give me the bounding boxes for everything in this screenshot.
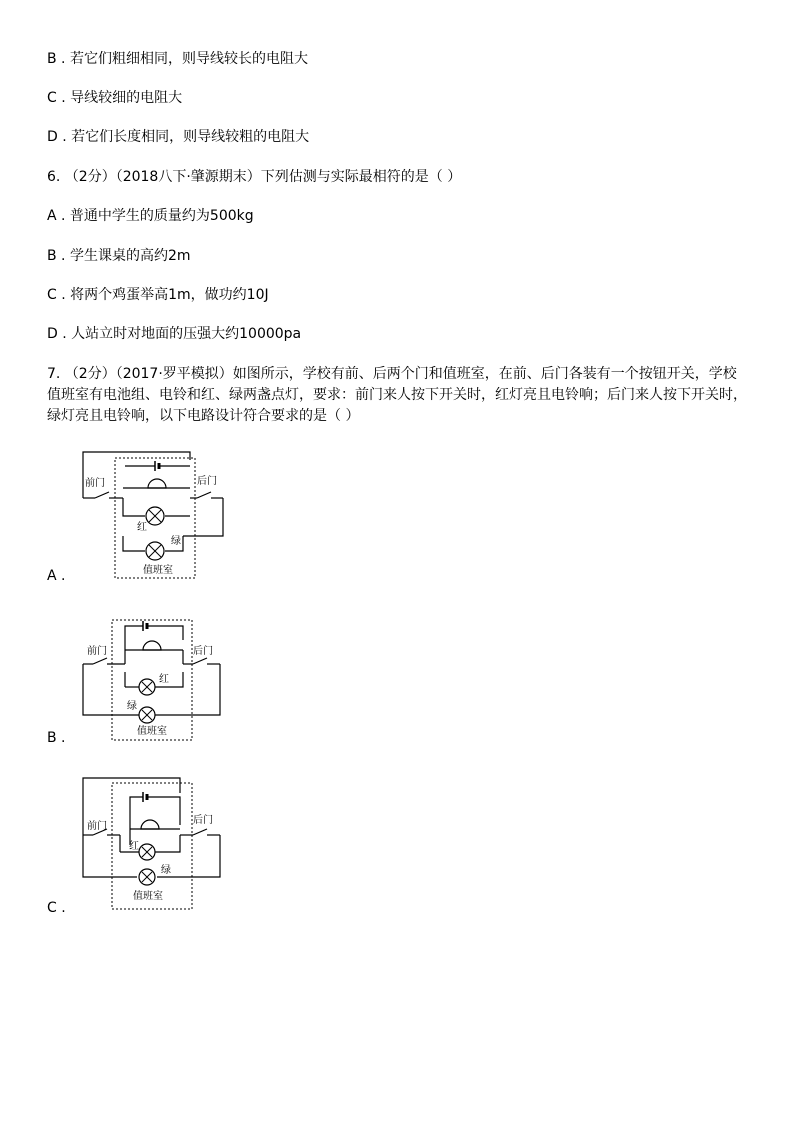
label-front-door-b: 前门 — [87, 646, 107, 657]
q6-option-a[interactable]: A . 普通中学生的质量约为500kg — [47, 208, 254, 224]
label-duty-room-a: 值班室 — [143, 565, 173, 576]
q5-option-c[interactable]: C . 导线较细的电阻大 — [47, 90, 183, 106]
circuit-diagram-c — [75, 775, 235, 915]
label-back-door-a: 后门 — [197, 476, 217, 487]
label-green-c: 绿 — [161, 865, 171, 876]
q6-option-d[interactable]: D . 人站立时对地面的压强大约10000pa — [47, 326, 302, 342]
circuit-diagram-b — [75, 612, 235, 747]
label-back-door-b: 后门 — [193, 646, 213, 657]
label-back-door-c: 后门 — [193, 815, 213, 826]
q5-option-b[interactable]: B . 若它们粗细相同，则导线较长的电阻大 — [47, 51, 308, 67]
q7-option-c[interactable]: C . — [47, 900, 66, 916]
circuit-diagram-a — [75, 448, 235, 588]
q6-stem: 6. （2分）（2018八下·肇源期末）下列估测与实际最相符的是（ ） — [47, 169, 462, 185]
q7-option-a[interactable]: A . — [47, 568, 66, 584]
label-green-b: 绿 — [127, 701, 137, 712]
q7-stem: 7. （2分）（2017·罗平模拟）如图所示，学校有前、后两个门和值班室，在前、后门各装有一个按钮开关，学校值班室有电池组、电铃和红、绿两盏点灯，要求：前门来人按下开关时，红灯亮且电铃响；后门来人按下开关时，绿灯亮且电铃响，以下电路设计符合要求的是（ ） — [47, 366, 747, 424]
q5-option-d[interactable]: D . 若它们长度相同，则导线较粗的电阻大 — [47, 129, 310, 145]
label-front-door-a: 前门 — [85, 478, 105, 489]
label-red-c: 红 — [129, 841, 139, 852]
label-red-a: 红 — [137, 522, 147, 533]
label-front-door-c: 前门 — [87, 821, 107, 832]
label-duty-room-b: 值班室 — [137, 726, 167, 737]
q7-option-b[interactable]: B . — [47, 730, 66, 746]
label-red-b: 红 — [159, 674, 169, 685]
label-green-a: 绿 — [171, 536, 181, 547]
label-duty-room-c: 值班室 — [133, 891, 163, 902]
q6-option-c[interactable]: C . 将两个鸡蛋举高1m，做功约10J — [47, 287, 269, 303]
q6-option-b[interactable]: B . 学生课桌的高约2m — [47, 248, 191, 264]
